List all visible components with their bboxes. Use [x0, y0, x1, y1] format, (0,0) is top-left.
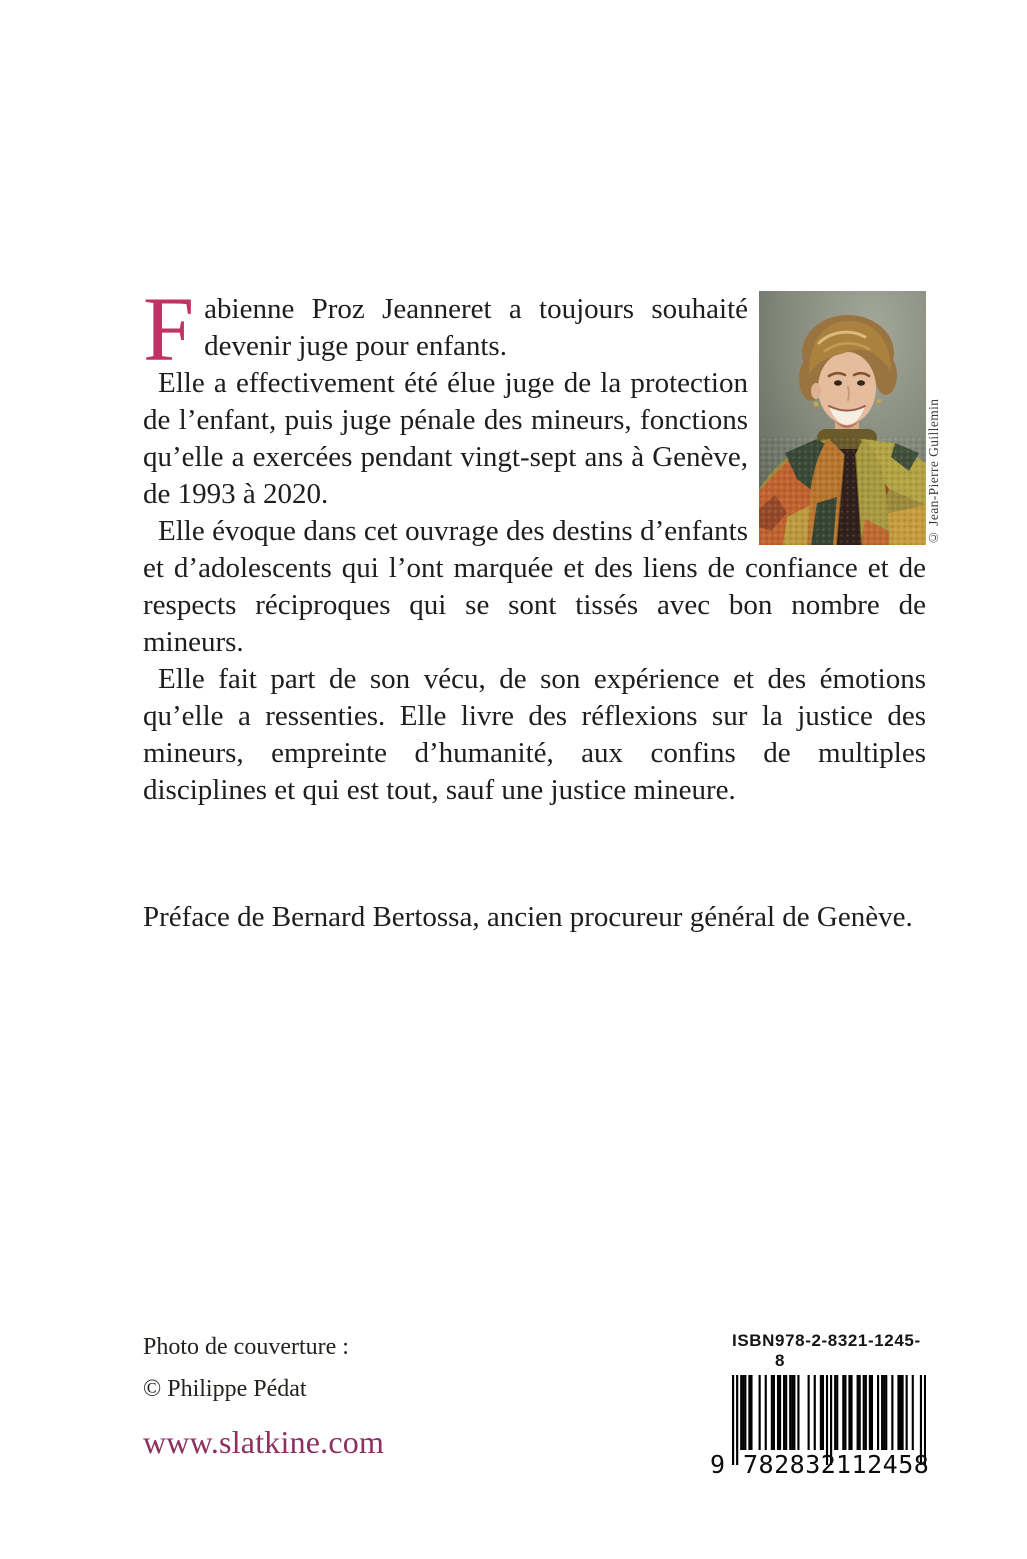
- publisher-website: www.slatkine.com: [143, 1424, 385, 1460]
- cover-photo-credit: [143, 1326, 349, 1410]
- barcode-digit-lead: 9: [710, 1450, 726, 1479]
- cover-photo-credit-label: Photo de couverture :: [143, 1334, 349, 1360]
- paragraph-reflections: Elle fait part de son vécu, de son expérience et des émotions qu’elle a ressenties. Elle livre des réflexions sur la justice des mineurs, empreinte d’humanité, aux confins de multiples disciplines et qui est tout, sauf une justice mineure.: [143, 663, 926, 806]
- isbn-number: 978-2-8321-1245-8: [775, 1331, 921, 1370]
- author-portrait-photo: [759, 291, 926, 545]
- barcode-digits-left: 782832: [743, 1450, 837, 1479]
- preface-line: Préface de Bernard Bertossa, ancien procureur général de Genève.: [143, 901, 913, 933]
- dropcap-letter: F: [143, 278, 195, 380]
- isbn-barcode-block: [708, 1331, 948, 1478]
- barcode-digits-right: 112458: [836, 1450, 930, 1479]
- paragraph-intro-text: abienne Proz Jeanneret a toujours souhaité devenir juge pour enfants.: [204, 293, 748, 362]
- paragraph-career: Elle a effectivement été élue juge de la protection de l’enfant, puis juge pénale des mineurs, fonctions qu’elle a exercées pendant vingt-sept ans à Genève, de 1993 à 2020.: [143, 367, 748, 510]
- photo-credit-vertical: © Jean-Pierre Guillemin: [926, 398, 941, 545]
- back-cover-text: [143, 278, 941, 936]
- paragraph-content: Elle évoque dans cet ouvrage des destins d’enfants et d’adolescents qui l’ont marquée et des liens de confiance et de respects réciproques qui se sont tissés avec bon nombre de mineurs.: [143, 515, 926, 658]
- author-photo-figure: [748, 291, 941, 545]
- isbn-line: [732, 1331, 926, 1371]
- isbn-label: ISBN: [732, 1331, 776, 1350]
- cover-photo-credit-name: © Philippe Pédat: [143, 1376, 307, 1402]
- barcode-digits: [710, 1450, 948, 1479]
